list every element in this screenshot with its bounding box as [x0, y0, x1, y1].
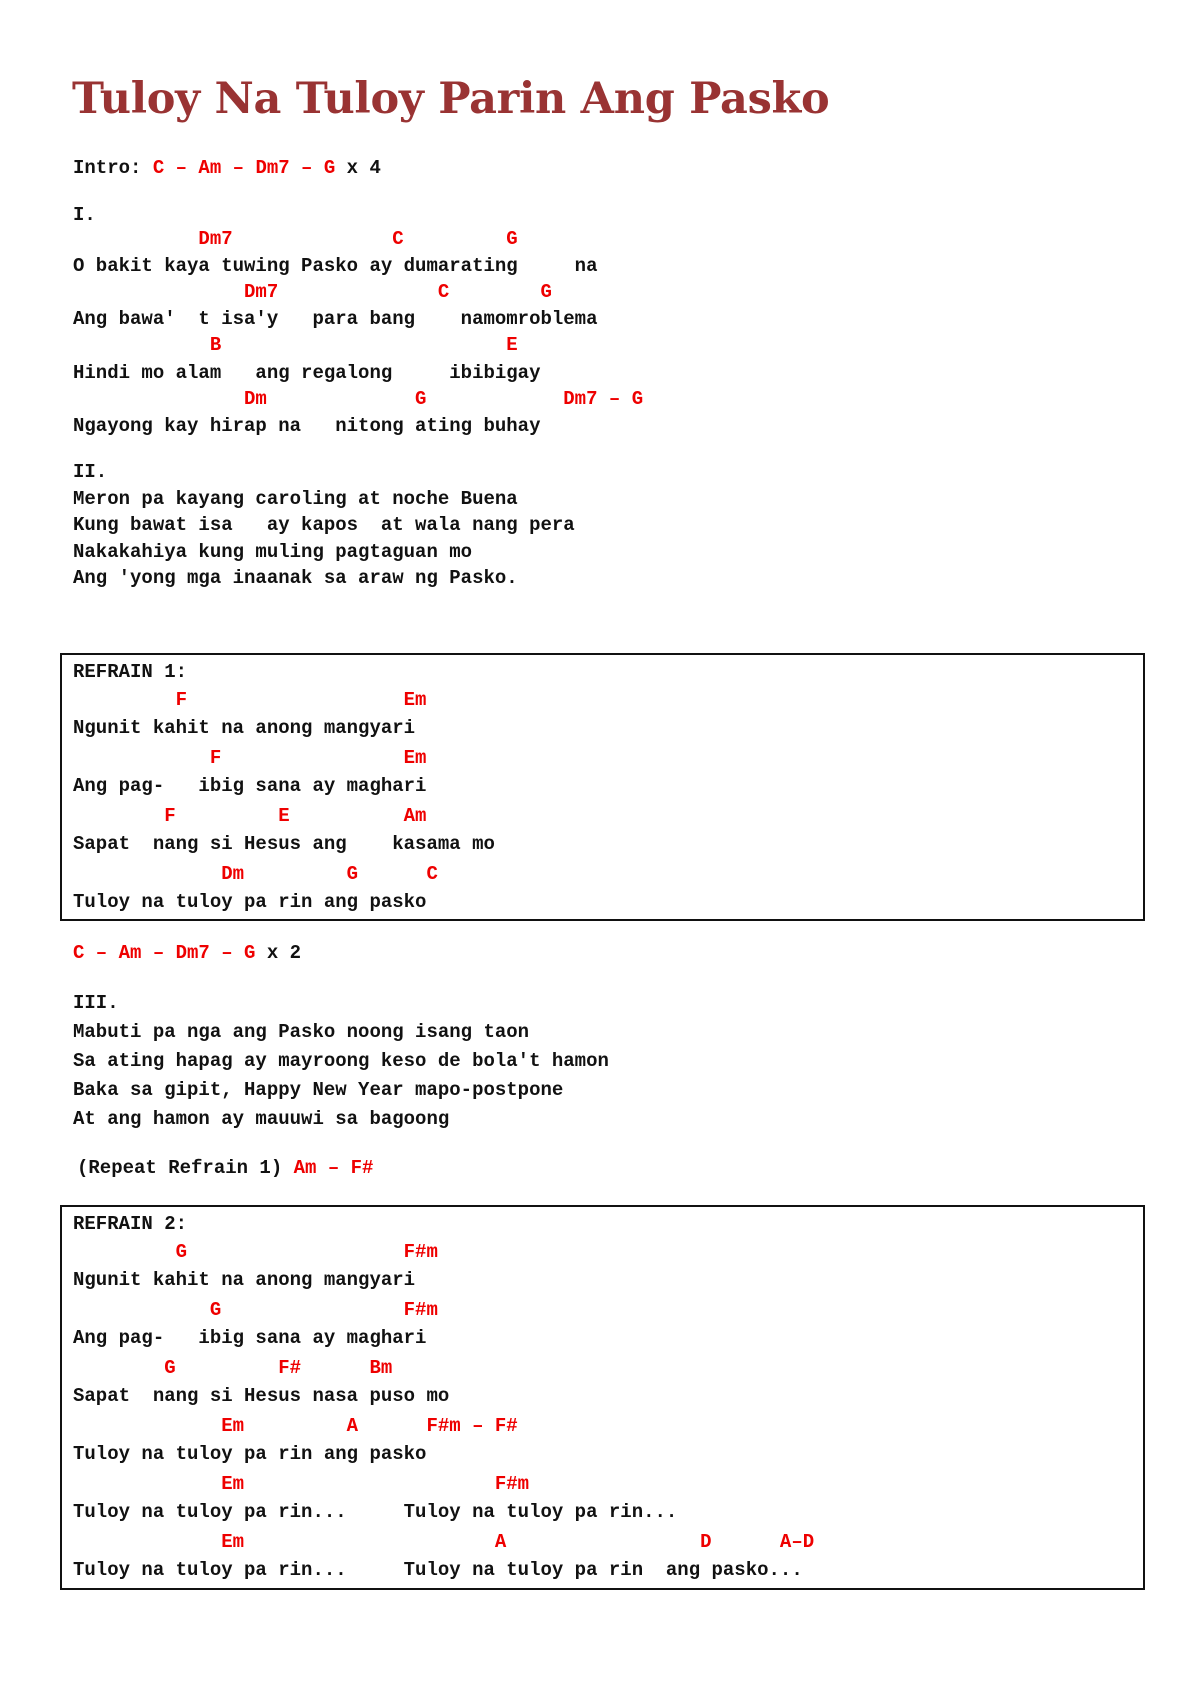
chord-line: B E [73, 334, 518, 356]
lyric-line: O bakit kaya tuwing Pasko ay dumarating na [73, 255, 598, 277]
lyric-line: Ang 'yong mga inaanak sa araw ng Pasko. [73, 567, 518, 589]
refrain1-label: REFRAIN 1: [73, 661, 188, 683]
interlude-suffix: x 2 [255, 942, 302, 964]
lyric-line: Nakakahiya kung muling pagtaguan mo [73, 541, 473, 563]
chord-line: Em A F#m – F# [73, 1415, 518, 1437]
lyric-line: Hindi mo alam ang regalong ibibigay [73, 362, 541, 384]
repeat-label: (Repeat Refrain 1) [77, 1157, 294, 1179]
lyric-line: Mabuti pa nga ang Pasko noong isang taon [73, 1021, 530, 1043]
interlude-chords: C – Am – Dm7 – G [73, 942, 256, 964]
chord-line: Dm G Dm7 – G [73, 388, 644, 410]
interlude-line [73, 941, 301, 965]
lyric-line: Sapat nang si Hesus ang kasama mo [73, 833, 495, 855]
repeat-line [77, 1156, 373, 1180]
chord-line: F E Am [73, 805, 427, 827]
chord-line: G F#m [73, 1241, 438, 1263]
chord-line: G F# Bm [73, 1357, 393, 1379]
lyric-line: At ang hamon ay mauuwi sa bagoong [73, 1108, 450, 1130]
lyric-line: Tuloy na tuloy pa rin... Tuloy na tuloy pa rin ang pasko... [73, 1559, 803, 1581]
lyric-line: Ang pag- ibig sana ay maghari [73, 1327, 427, 1349]
lyric-line: Ngunit kahit na anong mangyari [73, 717, 416, 739]
lyric-line: Baka sa gipit, Happy New Year mapo-postpone [73, 1079, 564, 1101]
lyric-line: Ngunit kahit na anong mangyari [73, 1269, 416, 1291]
intro-chords: C – Am – Dm7 – G [152, 157, 336, 179]
verse3-label: III. [73, 992, 119, 1014]
verse1-label: I. [73, 204, 96, 226]
verse2-label: II. [73, 461, 108, 483]
lyric-line: Sa ating hapag ay mayroong keso de bola't hamon [73, 1050, 609, 1072]
lyric-line: Ang bawa' t isa'y para bang namomroblema [73, 308, 598, 330]
lyric-line: Tuloy na tuloy pa rin ang pasko [73, 891, 427, 913]
intro-line [73, 156, 381, 180]
repeat-chords: Am – F# [293, 1157, 374, 1179]
lyric-line: Tuloy na tuloy pa rin... Tuloy na tuloy pa rin... [73, 1501, 678, 1523]
chord-line: Em F#m [73, 1473, 530, 1495]
lyric-line: Kung bawat isa ay kapos at wala nang pera [73, 514, 575, 536]
chord-line: Dm7 C G [73, 228, 518, 250]
refrain2-label: REFRAIN 2: [73, 1213, 188, 1235]
lyric-line: Tuloy na tuloy pa rin ang pasko [73, 1443, 427, 1465]
chord-line: Dm G C [73, 863, 438, 885]
chord-line: Em A D A–D [73, 1531, 815, 1553]
lyric-line: Meron pa kayang caroling at noche Buena [73, 488, 518, 510]
lyric-line: Ngayong kay hirap na nitong ating buhay [73, 415, 541, 437]
intro-label: Intro: [73, 157, 153, 179]
chord-line: Dm7 C G [73, 281, 552, 303]
lyric-line: Sapat nang si Hesus nasa puso mo [73, 1385, 450, 1407]
chord-line: F Em [73, 747, 427, 769]
lyric-line: Ang pag- ibig sana ay maghari [73, 775, 427, 797]
song-title: Tuloy Na Tuloy Parin Ang Pasko [72, 74, 830, 124]
chord-line: G F#m [73, 1299, 438, 1321]
chord-line: F Em [73, 689, 427, 711]
intro-suffix: x 4 [335, 157, 381, 179]
